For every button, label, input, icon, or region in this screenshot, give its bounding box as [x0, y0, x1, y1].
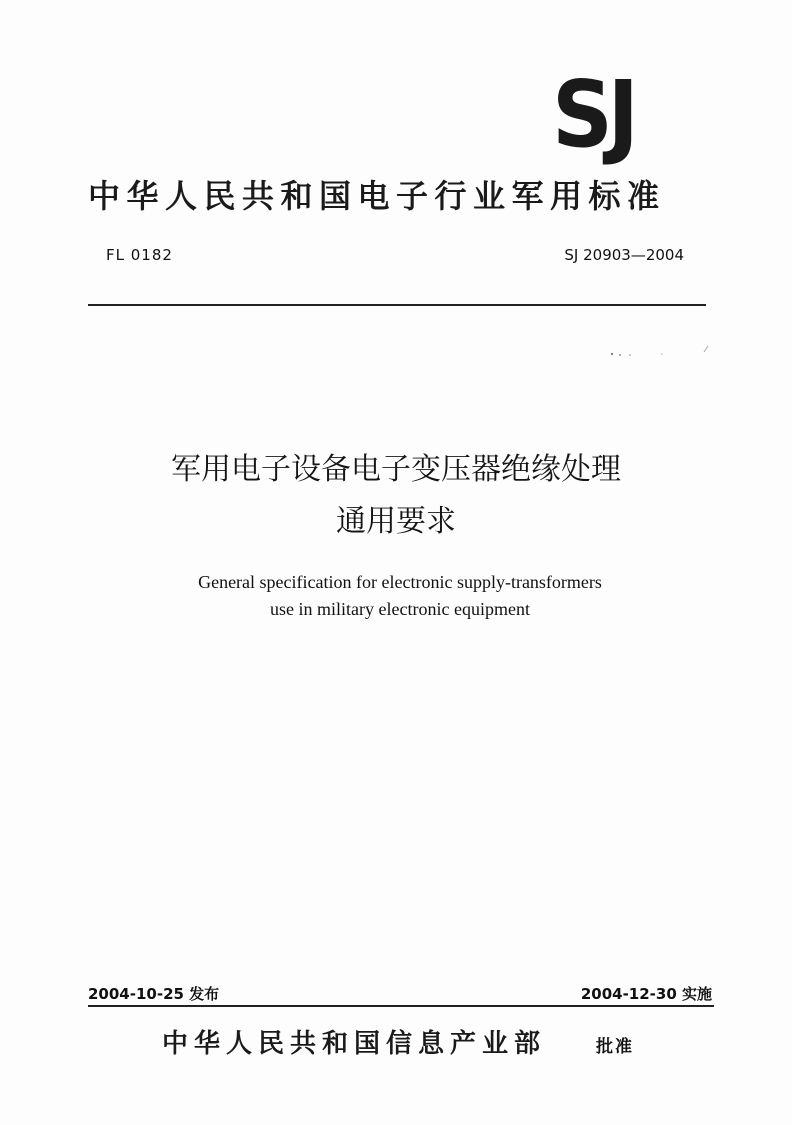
- document-title-en-line1: General specification for electronic supply-transformers: [198, 572, 602, 592]
- document-title-en-line2: use in military electronic equipment: [270, 599, 530, 619]
- issuing-authority: 中华人民共和国信息产业部: [162, 1029, 547, 1059]
- footer-divider: [88, 1005, 714, 1007]
- document-title-zh-line2: 通用要求: [336, 504, 456, 539]
- implement-date: 2004-12-30 实施: [580, 985, 712, 1003]
- standard-category-title: 中华人民共和国电子行业军用标准: [88, 177, 666, 215]
- sj-logo: SJ: [552, 61, 634, 168]
- approval-label: 批准: [596, 1037, 634, 1057]
- standard-number: SJ 20903—2004: [564, 246, 684, 264]
- header-divider: [88, 304, 706, 306]
- scan-speck-marks: [604, 340, 724, 360]
- classification-code: FL 0182: [106, 246, 173, 264]
- document-title-zh-line1: 军用电子设备电子变压器绝缘处理: [171, 452, 621, 487]
- issue-date: 2004-10-25 发布: [88, 985, 220, 1003]
